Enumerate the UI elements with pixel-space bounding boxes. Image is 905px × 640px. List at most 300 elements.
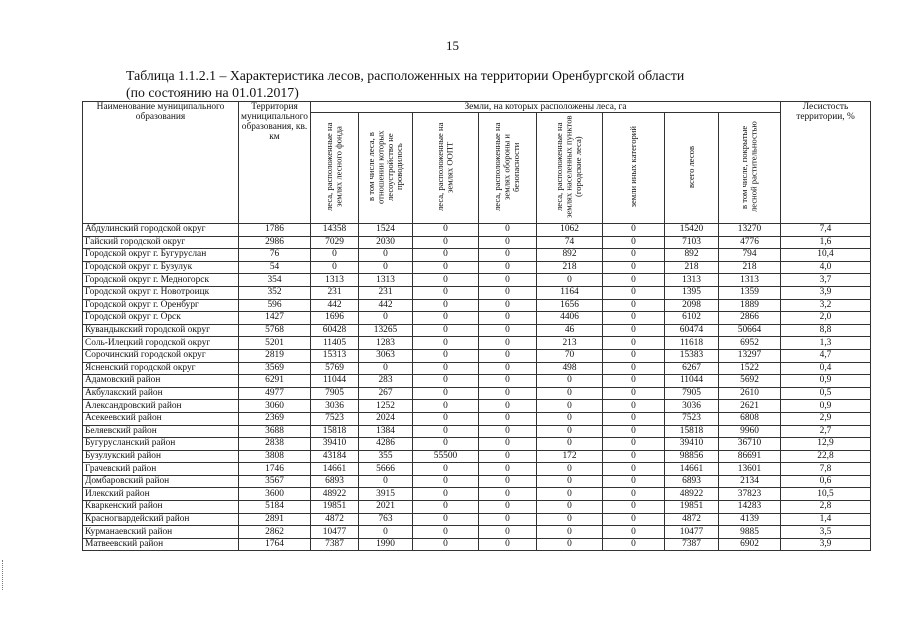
table-cell: 0 (603, 274, 665, 287)
table-row (83, 526, 871, 539)
table-cell: 3,9 (781, 286, 871, 299)
table-cell: 231 (359, 286, 413, 299)
table-cell: 48922 (311, 488, 359, 501)
row-name-cell: Ясненский городской округ (83, 362, 239, 375)
table-cell: 0 (479, 400, 537, 413)
table-cell: 3567 (239, 475, 311, 488)
header-oopt-label: леса, расположенные на землях ООПТ (435, 122, 455, 211)
table-cell: 2621 (719, 400, 781, 413)
row-name-cell: Красногвардейский район (83, 513, 239, 526)
table-cell: 10,5 (781, 488, 871, 501)
table-cell: 794 (719, 249, 781, 262)
table-cell: 7523 (665, 412, 719, 425)
table-cell: 2030 (359, 236, 413, 249)
header-covered-label: в том числе, покрытые лесной растительностью (739, 121, 759, 212)
table-cell: 6808 (719, 412, 781, 425)
table-cell: 7029 (311, 236, 359, 249)
table-cell: 3915 (359, 488, 413, 501)
table-cell: 218 (537, 261, 603, 274)
table-cell: 0 (413, 349, 479, 362)
header-total-forest-label: всего лесов (685, 145, 696, 188)
table-cell: 13297 (719, 349, 781, 362)
header-forest-fund-label: леса, расположенные на землях лесного фонда (324, 122, 344, 211)
table-cell: 0 (359, 312, 413, 325)
table-cell: 1313 (719, 274, 781, 287)
table-cell: 3808 (239, 450, 311, 463)
table-cell: 218 (665, 261, 719, 274)
table-cell: 54 (239, 261, 311, 274)
table-cell: 13270 (719, 224, 781, 237)
table-cell: 13601 (719, 463, 781, 476)
table-title-line1: Таблица 1.1.2.1 – Характеристика лесов, расположенных на территории Оренбургской области (126, 68, 685, 83)
table-cell: 2024 (359, 412, 413, 425)
table-cell: 15818 (311, 425, 359, 438)
table-cell: 0 (479, 236, 537, 249)
table-cell: 11044 (665, 375, 719, 388)
table-row (83, 387, 871, 400)
table-cell: 0 (479, 224, 537, 237)
table-cell: 0 (413, 324, 479, 337)
table-row (83, 475, 871, 488)
table-cell: 354 (239, 274, 311, 287)
table-cell: 0 (479, 463, 537, 476)
table-cell: 596 (239, 299, 311, 312)
table-cell: 7103 (665, 236, 719, 249)
table-cell: 0 (603, 475, 665, 488)
table-cell: 1283 (359, 337, 413, 350)
table-cell: 0 (537, 526, 603, 539)
table-cell: 1359 (719, 286, 781, 299)
table-row (83, 337, 871, 350)
table-cell: 0 (537, 463, 603, 476)
table-cell: 0 (603, 299, 665, 312)
header-other-lands (603, 113, 665, 224)
table-cell: 1696 (311, 312, 359, 325)
table-cell: 0 (603, 501, 665, 514)
table-cell: 763 (359, 513, 413, 526)
table-cell: 8,8 (781, 324, 871, 337)
table-cell: 0 (479, 249, 537, 262)
table-cell: 0 (479, 387, 537, 400)
table-cell: 2134 (719, 475, 781, 488)
table-cell: 5769 (311, 362, 359, 375)
table-body (83, 224, 871, 551)
table-cell: 0 (479, 526, 537, 539)
table-cell: 0 (359, 526, 413, 539)
row-name-cell: Акбулакский район (83, 387, 239, 400)
table-cell: 0 (537, 400, 603, 413)
table-cell: 0 (603, 400, 665, 413)
table-cell: 0 (413, 475, 479, 488)
table-cell: 3,2 (781, 299, 871, 312)
table-cell: 39410 (311, 438, 359, 451)
table-cell: 60428 (311, 324, 359, 337)
table-cell: 0 (603, 261, 665, 274)
table-cell: 0 (537, 425, 603, 438)
header-forest-cover: Лесистость территории, % (781, 102, 871, 224)
table-cell: 1313 (665, 274, 719, 287)
table-cell: 76 (239, 249, 311, 262)
table-cell: 6902 (719, 538, 781, 551)
table-cell: 3,7 (781, 274, 871, 287)
table-cell: 1786 (239, 224, 311, 237)
table-row (83, 224, 871, 237)
table-cell: 2610 (719, 387, 781, 400)
table-row (83, 501, 871, 514)
table-row (83, 299, 871, 312)
row-name-cell: Абдулинский городской округ (83, 224, 239, 237)
table-cell: 0 (413, 463, 479, 476)
table-cell: 1427 (239, 312, 311, 325)
forest-table (82, 101, 871, 551)
row-name-cell: Кувандыкский городской округ (83, 324, 239, 337)
table-cell: 0 (479, 412, 537, 425)
table-row (83, 412, 871, 425)
header-no-survey-label: в том числе леса, в отношении которых лесоустройство не проводилось (365, 129, 404, 204)
table-cell: 15313 (311, 349, 359, 362)
table-cell: 4776 (719, 236, 781, 249)
table-cell: 9885 (719, 526, 781, 539)
table-title-line2: (по состоянию на 01.01.2017) (126, 85, 299, 100)
table-cell: 0 (537, 501, 603, 514)
table-row (83, 375, 871, 388)
table-cell: 283 (359, 375, 413, 388)
row-name-cell: Соль-Илецкий городской округ (83, 337, 239, 350)
table-cell: 7905 (311, 387, 359, 400)
table-cell: 2838 (239, 438, 311, 451)
table-cell: 0 (413, 526, 479, 539)
table-cell: 7523 (311, 412, 359, 425)
table-cell: 231 (311, 286, 359, 299)
header-forest-fund (311, 113, 359, 224)
table-cell: 6291 (239, 375, 311, 388)
table-cell: 4872 (311, 513, 359, 526)
table-cell: 0,4 (781, 362, 871, 375)
table-cell: 4872 (665, 513, 719, 526)
table-cell: 0 (603, 425, 665, 438)
table-cell: 0 (603, 249, 665, 262)
table-cell: 1,6 (781, 236, 871, 249)
table-cell: 2021 (359, 501, 413, 514)
table-row (83, 538, 871, 551)
table-cell: 0 (359, 362, 413, 375)
table-cell: 0 (479, 261, 537, 274)
table-cell: 0 (311, 249, 359, 262)
row-name-cell: Сорочинский городской округ (83, 349, 239, 362)
header-oopt (413, 113, 479, 224)
table-cell: 15818 (665, 425, 719, 438)
row-name-cell: Матвеевский район (83, 538, 239, 551)
table-cell: 2866 (719, 312, 781, 325)
table-row (83, 349, 871, 362)
table-cell: 0 (413, 261, 479, 274)
table-cell: 1,4 (781, 513, 871, 526)
table-cell: 3060 (239, 400, 311, 413)
table-cell: 1384 (359, 425, 413, 438)
row-name-cell: Бугурусланский район (83, 438, 239, 451)
table-cell: 0 (479, 362, 537, 375)
header-defense (479, 113, 537, 224)
table-cell: 0 (603, 337, 665, 350)
table-cell: 7387 (665, 538, 719, 551)
header-covered (719, 113, 781, 224)
table-cell: 0 (413, 501, 479, 514)
table-cell: 7,8 (781, 463, 871, 476)
table-cell: 0 (413, 488, 479, 501)
table-cell: 0 (413, 362, 479, 375)
table-cell: 0 (413, 224, 479, 237)
table-cell: 0 (603, 450, 665, 463)
table-cell: 0 (413, 337, 479, 350)
table-cell: 0 (479, 286, 537, 299)
table-header (83, 102, 871, 224)
table-title (126, 67, 846, 101)
row-name-cell: Городской округ г. Бузулук (83, 261, 239, 274)
table-cell: 0 (413, 438, 479, 451)
table-cell: 5768 (239, 324, 311, 337)
table-cell: 2862 (239, 526, 311, 539)
row-name-cell: Грачевский район (83, 463, 239, 476)
row-name-cell: Курманаевский район (83, 526, 239, 539)
table-cell: 0 (359, 475, 413, 488)
table-cell: 3036 (665, 400, 719, 413)
table-cell: 267 (359, 387, 413, 400)
table-cell: 0 (603, 286, 665, 299)
table-cell: 4139 (719, 513, 781, 526)
table-cell: 355 (359, 450, 413, 463)
table-cell: 0 (413, 312, 479, 325)
table-cell: 0 (537, 538, 603, 551)
row-name-cell: Городской округ г. Оренбург (83, 299, 239, 312)
row-name-cell: Гайский городской округ (83, 236, 239, 249)
table-cell: 892 (665, 249, 719, 262)
table-cell: 4406 (537, 312, 603, 325)
table-cell: 0 (311, 261, 359, 274)
table-cell: 14283 (719, 501, 781, 514)
table-cell: 98856 (665, 450, 719, 463)
table-cell: 0 (479, 488, 537, 501)
table-cell: 1524 (359, 224, 413, 237)
table-cell: 0 (413, 538, 479, 551)
table-cell: 2,7 (781, 425, 871, 438)
table-cell: 11618 (665, 337, 719, 350)
table-cell: 2891 (239, 513, 311, 526)
table-row (83, 513, 871, 526)
table-row (83, 438, 871, 451)
table-cell: 14661 (665, 463, 719, 476)
table-cell: 0,6 (781, 475, 871, 488)
table-cell: 213 (537, 337, 603, 350)
table-cell: 0 (603, 513, 665, 526)
table-cell: 48922 (665, 488, 719, 501)
table-cell: 442 (311, 299, 359, 312)
table-cell: 6952 (719, 337, 781, 350)
table-cell: 0,9 (781, 400, 871, 413)
table-row (83, 400, 871, 413)
table-cell: 1395 (665, 286, 719, 299)
header-other-lands-label: земли иных категорий (627, 125, 638, 208)
row-name-cell: Кваркенский район (83, 501, 239, 514)
table-cell: 2819 (239, 349, 311, 362)
table-cell: 0 (413, 236, 479, 249)
table-row (83, 450, 871, 463)
table-cell: 14358 (311, 224, 359, 237)
table-cell: 0 (603, 488, 665, 501)
row-name-cell: Илекский район (83, 488, 239, 501)
table-cell: 0 (479, 324, 537, 337)
table-cell: 2,0 (781, 312, 871, 325)
table-cell: 0 (479, 538, 537, 551)
margin-dots (2, 560, 5, 590)
table-cell: 0 (603, 438, 665, 451)
table-cell: 1252 (359, 400, 413, 413)
table-cell: 2369 (239, 412, 311, 425)
table-row (83, 312, 871, 325)
table-cell: 1313 (311, 274, 359, 287)
header-settlements-label: леса, расположенные на землях населенных пунктов (городские леса) (554, 115, 584, 218)
table-cell: 3569 (239, 362, 311, 375)
row-name-cell: Асекеевский район (83, 412, 239, 425)
table-cell: 1889 (719, 299, 781, 312)
table-row (83, 261, 871, 274)
table-cell: 0 (479, 450, 537, 463)
table-cell: 3,5 (781, 526, 871, 539)
table-cell: 0 (537, 412, 603, 425)
table-cell: 5201 (239, 337, 311, 350)
table-cell: 0 (603, 412, 665, 425)
table-cell: 0 (537, 387, 603, 400)
table-cell: 11405 (311, 337, 359, 350)
table-cell: 0,9 (781, 375, 871, 388)
table-cell: 4977 (239, 387, 311, 400)
header-lands-group: Земли, на которых расположены леса, га (311, 102, 781, 113)
row-name-cell: Домбаровский район (83, 475, 239, 488)
table-cell: 6893 (311, 475, 359, 488)
table-cell: 10,4 (781, 249, 871, 262)
table-cell: 0 (359, 261, 413, 274)
table-row (83, 324, 871, 337)
table-cell: 352 (239, 286, 311, 299)
header-territory: Территория муниципального образования, кв. км (239, 102, 311, 224)
table-cell: 0 (479, 274, 537, 287)
table-cell: 0 (359, 249, 413, 262)
header-total-forest (665, 113, 719, 224)
table-cell: 0 (413, 299, 479, 312)
table-cell: 86691 (719, 450, 781, 463)
table-cell: 3688 (239, 425, 311, 438)
table-cell: 1164 (537, 286, 603, 299)
table-row (83, 425, 871, 438)
table-row (83, 286, 871, 299)
table-cell: 0 (413, 375, 479, 388)
table-cell: 4,0 (781, 261, 871, 274)
table-row (83, 463, 871, 476)
table-cell: 5184 (239, 501, 311, 514)
table-cell: 11044 (311, 375, 359, 388)
table-cell: 0 (479, 438, 537, 451)
table-cell: 1990 (359, 538, 413, 551)
table-cell: 0 (479, 375, 537, 388)
table-cell: 55500 (413, 450, 479, 463)
table-cell: 0 (413, 286, 479, 299)
table-cell: 74 (537, 236, 603, 249)
table-cell: 0 (479, 349, 537, 362)
row-name-cell: Городской округ г. Бугуруслан (83, 249, 239, 262)
table-cell: 5666 (359, 463, 413, 476)
table-cell: 0 (603, 538, 665, 551)
table-cell: 0 (603, 387, 665, 400)
table-cell: 0 (537, 375, 603, 388)
table-cell: 7905 (665, 387, 719, 400)
table-cell: 0 (603, 236, 665, 249)
table-cell: 0 (603, 526, 665, 539)
row-name-cell: Адамовский район (83, 375, 239, 388)
table-cell: 0 (479, 501, 537, 514)
table-cell: 46 (537, 324, 603, 337)
table-cell: 2,9 (781, 412, 871, 425)
table-cell: 10477 (665, 526, 719, 539)
table-cell: 13265 (359, 324, 413, 337)
table-cell: 0 (537, 438, 603, 451)
table-cell: 2,8 (781, 501, 871, 514)
table-cell: 22,8 (781, 450, 871, 463)
table-cell: 892 (537, 249, 603, 262)
table-cell: 4,7 (781, 349, 871, 362)
table-cell: 2098 (665, 299, 719, 312)
table-cell: 0 (479, 513, 537, 526)
row-name-cell: Александровский район (83, 400, 239, 413)
table-cell: 2986 (239, 236, 311, 249)
header-name: Наименование муниципального образования (83, 102, 239, 224)
table-row (83, 488, 871, 501)
table-cell: 37823 (719, 488, 781, 501)
table-cell: 1764 (239, 538, 311, 551)
table-cell: 0 (413, 249, 479, 262)
row-name-cell: Бузулукский район (83, 450, 239, 463)
row-name-cell: Городской округ г. Новотроицк (83, 286, 239, 299)
table-row (83, 274, 871, 287)
table-cell: 0 (479, 425, 537, 438)
table-cell: 0 (479, 312, 537, 325)
row-name-cell: Городской округ г. Орск (83, 312, 239, 325)
table-cell: 0 (603, 312, 665, 325)
table-cell: 0,5 (781, 387, 871, 400)
table-cell: 3,9 (781, 538, 871, 551)
table-cell: 0 (479, 475, 537, 488)
table-cell: 0 (413, 513, 479, 526)
table-row (83, 249, 871, 262)
table-cell: 0 (537, 475, 603, 488)
table-cell: 498 (537, 362, 603, 375)
table-cell: 60474 (665, 324, 719, 337)
table-cell: 3600 (239, 488, 311, 501)
table-cell: 218 (719, 261, 781, 274)
table-cell: 3036 (311, 400, 359, 413)
table-row (83, 236, 871, 249)
header-settlements (537, 113, 603, 224)
table-cell: 1313 (359, 274, 413, 287)
table-cell: 7387 (311, 538, 359, 551)
row-name-cell: Городской округ г. Медногорск (83, 274, 239, 287)
table-cell: 0 (413, 425, 479, 438)
table-cell: 0 (603, 375, 665, 388)
table-cell: 0 (413, 274, 479, 287)
table-cell: 1656 (537, 299, 603, 312)
table-cell: 1746 (239, 463, 311, 476)
table-cell: 442 (359, 299, 413, 312)
table-cell: 0 (413, 387, 479, 400)
table-cell: 6267 (665, 362, 719, 375)
